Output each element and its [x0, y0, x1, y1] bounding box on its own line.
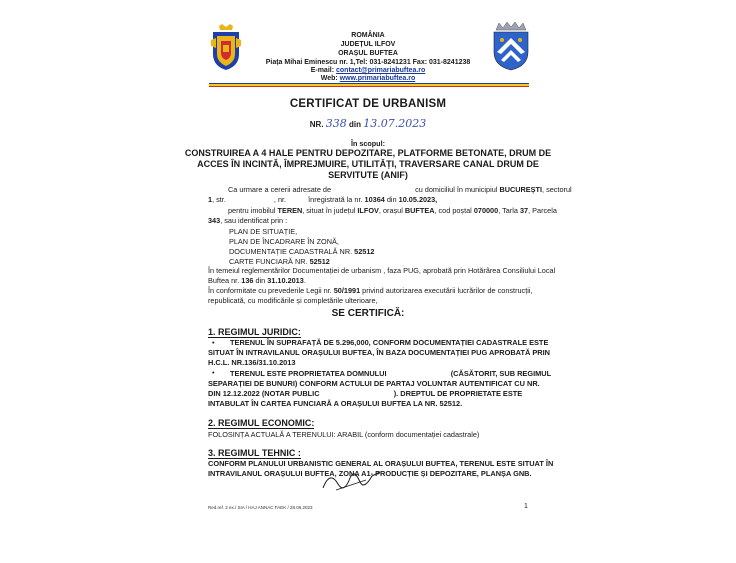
- tricolor-red-stripe: [209, 86, 529, 87]
- request-l2f: din: [386, 195, 397, 204]
- scope-line-2: ACCES ÎN INCINTĂ, ÎMPREJMUIRE, UTILITĂȚI, TRAVERSARE CANAL DRUM DE: [197, 159, 539, 169]
- regim-juridic-p2-l2: SEPARAȚIEI DE BUNURI) CONFORM ACTULUI DE PARTAJ VOLUNTAR AUTENTIFICAT CU NR.: [208, 379, 540, 388]
- pug-2a: Buftea nr.: [208, 276, 240, 285]
- doc-cf-label: CARTE FUNCIARĂ NR.: [229, 257, 308, 266]
- se-certifica-heading: SE CERTIFICĂ:: [331, 308, 405, 319]
- regim-juridic-bullet-1: •: [212, 338, 215, 347]
- footer-ref: Red.ref. 2 ex./ SIA / HAJ ANNAC FAEK / 28.06.2023: [208, 505, 313, 510]
- doc-cadastrala: [229, 247, 374, 257]
- request-line-3: [228, 206, 557, 216]
- request-l2a: 1: [208, 195, 213, 204]
- law-1a: În conformitate cu prevederile Legii nr.: [208, 286, 332, 295]
- regim-juridic-p2-l4: INTABULAT ÎN CARTEA FUNCIARĂ A ORAȘULUI BUFTEA LA NR. 52512.: [208, 399, 463, 408]
- pug-2c: din: [255, 276, 266, 285]
- buftea-coat-of-arms-icon: [491, 20, 531, 72]
- pug-2d: 31.10.2013: [267, 276, 304, 285]
- regim-tehnic-l2: INTRAVILANUL ORAȘULUI BUFTEA, ZONA A1- PRODUCȚIE ȘI DEPOZITARE, PLANȘA GNB.: [208, 469, 532, 478]
- request-l2c: , nr.: [273, 195, 287, 204]
- request-line-4: [208, 216, 287, 226]
- request-l2g: 10.05.2023,: [398, 195, 438, 204]
- nr-label: NR.: [309, 120, 324, 129]
- law-1c: privind autorizarea executării lucrărilor de construcții,: [362, 286, 533, 295]
- pug-2b: 136: [241, 276, 254, 285]
- scope-line-1: CONSTRUIREA A 4 HALE PENTRU DEPOZITARE, PLATFORME BETONATE, DRUM DE: [184, 148, 552, 158]
- doc-cadastrala-nr: 52512: [354, 247, 375, 256]
- email-label: E-mail:: [310, 67, 335, 74]
- request-l2d: înregistrată la nr.: [308, 195, 363, 204]
- request-l3j: 37: [519, 206, 529, 215]
- date-value: 13.07.2023: [363, 117, 427, 130]
- request-line-2: [208, 195, 437, 205]
- pug-line-1: În temeiul reglementărilor Documentației de urbanism , faza PUG, aprobată prin Hotărârea Consiliului Local: [208, 266, 556, 275]
- regim-juridic-p1-l3: H.C.L. NR.136/31.10.2013: [208, 358, 296, 367]
- web-link[interactable]: www.primariabuftea.ro: [339, 75, 416, 82]
- law-1b: 50/1991: [333, 286, 361, 295]
- doc-plan-situatie: PLAN DE SITUAȚIE,: [229, 227, 298, 236]
- pug-2e: .: [303, 276, 306, 285]
- nr-value: 338: [325, 117, 347, 130]
- web-label: Web:: [320, 75, 338, 82]
- header-county: JUDEȚUL ILFOV: [340, 41, 396, 48]
- request-l3f: BUFTEA: [404, 206, 435, 215]
- header-country: ROMÂNIA: [351, 32, 385, 39]
- request-l3h: 070000: [473, 206, 499, 215]
- header-web-line: [248, 74, 488, 83]
- tricolor-band: [209, 83, 529, 87]
- date-label: din: [349, 120, 362, 129]
- request-l4a: 343: [208, 216, 221, 225]
- request-l3b: TEREN: [277, 206, 303, 215]
- request-l3e: , orașul: [378, 206, 403, 215]
- doc-plan-incadrare: PLAN DE ÎNCADRARE ÎN ZONĂ,: [229, 237, 339, 246]
- regim-juridic-bullet-2: •: [212, 368, 215, 377]
- request-l3d: ILFOV: [357, 206, 379, 215]
- request-l2e: 10364: [364, 195, 385, 204]
- doc-cadastrala-label: DOCUMENTAȚIE CADASTRALĂ NR.: [229, 247, 353, 256]
- regim-juridic-p1-l2: SITUAT ÎN INTRAVILANUL ORAȘULUI BUFTEA, ÎN BAZA DOCUMENTAȚIEI PUG APROBATĂ PRIN: [208, 348, 551, 357]
- request-l1b: cu domiciliul în municipiul: [415, 185, 498, 194]
- doc-cf-nr: 52512: [309, 257, 330, 266]
- request-line-1: [228, 185, 572, 195]
- request-l3c: , situat în județul: [302, 206, 356, 215]
- request-l1a: Ca urmare a cererii adresate de: [228, 185, 332, 194]
- request-l4b: , sau identificat prin :: [220, 216, 288, 225]
- regim-juridic-p2-l1: [230, 369, 551, 379]
- certificate-title: CERTIFICAT DE URBANISM: [289, 98, 447, 110]
- regim-juridic-heading: 1. REGIMUL JURIDIC:: [208, 327, 301, 337]
- p2-l1a: TERENUL ESTE PROPRIETATEA DOMNULUI: [230, 369, 387, 378]
- request-l1d: , sectorul: [542, 185, 572, 194]
- law-line-1: [208, 286, 533, 296]
- regim-economic-heading: 2. REGIMUL ECONOMIC:: [208, 418, 315, 428]
- romania-coat-of-arms-icon: [209, 24, 243, 72]
- signature-scribble-icon: [318, 460, 388, 500]
- scope-intro: În scopul:: [351, 139, 385, 148]
- regim-tehnic-l1: CONFORM PLANULUI URBANISTIC GENERAL AL ORAȘULUI BUFTEA, TERENUL ESTE SITUAT ÎN: [208, 459, 554, 468]
- request-l3a: pentru imobilul: [228, 206, 276, 215]
- p2-l1b: (CĂSĂTORIT, SUB REGIMUL: [450, 369, 552, 378]
- request-l2b: , str.: [212, 195, 226, 204]
- request-l3k: , Parcela: [528, 206, 557, 215]
- header-address: Piața Mihai Eminescu nr. 1,Tel: 031-8241231 Fax: 031-8241238: [265, 59, 471, 66]
- request-l1c: BUCUREȘTI: [499, 185, 543, 194]
- email-link[interactable]: contact@primariabuftea.ro: [336, 67, 426, 74]
- law-line-2: republicată, cu modificările și completările ulterioare,: [208, 296, 378, 305]
- request-l3g: , cod poștal: [434, 206, 472, 215]
- p2-l3a: DIN 12.12.2022 (NOTAR PUBLIC: [208, 389, 320, 398]
- regim-juridic-p2-l3: [208, 389, 522, 399]
- request-l3i: , Tarla: [498, 206, 518, 215]
- p2-l3b: ). DREPTUL DE PROPRIETATE ESTE: [393, 389, 523, 398]
- regim-tehnic-heading: 3. REGIMUL TEHNIC :: [208, 448, 301, 458]
- scope-line-3: SERVITUTE (ANIF): [328, 170, 408, 180]
- header-city: ORAȘUL BUFTEA: [338, 50, 398, 57]
- pug-line-2: [208, 276, 306, 286]
- regim-juridic-p1-l1: TERENUL ÎN SUPRAFAȚĂ DE 5.296,000, CONFORM DOCUMENTAȚIEI CADASTRALE ESTE: [230, 338, 549, 347]
- footer-page-number: 1: [524, 503, 528, 510]
- regim-economic-l1: FOLOSINȚA ACTUALĂ A TERENULUI: ARABIL (conform documentației cadastrale): [208, 430, 480, 439]
- certificate-number-line: [0, 117, 736, 130]
